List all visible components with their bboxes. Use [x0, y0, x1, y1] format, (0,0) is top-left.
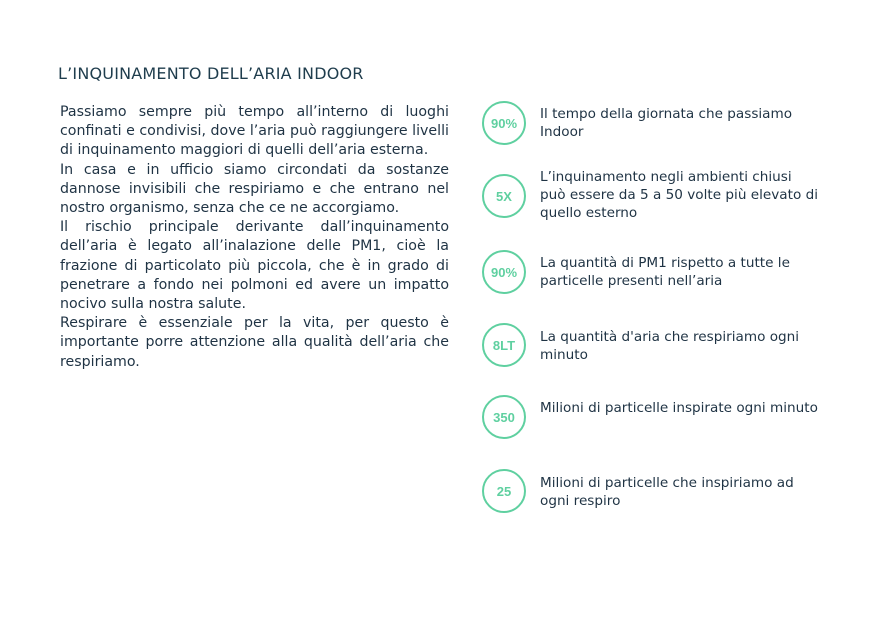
- stat-badge: [482, 395, 526, 439]
- stat-description: Milioni di particelle che inspiriamo ad ogni respiro: [540, 475, 794, 509]
- stat-value: 5X: [496, 188, 512, 204]
- paragraph-4: Respirare è essenziale per la vita, per questo è importante porre attenzione alla qualità dell’aria che respiriamo.: [60, 315, 449, 370]
- paragraph-3: Il rischio principale derivante dall’inquinamento dell’aria è legato all’inalazione delle PM1, cioè la frazione di particolato più piccola, che è in grado di penetrare a fondo nei polmoni ed avere un impatto nocivo sulla nostra salute.: [60, 219, 449, 313]
- paragraph-1: Passiamo sempre più tempo all’interno di luoghi confinati e condivisi, dove l’aria può raggiungere livelli di inquinamento maggiori di quelli dell’aria esterna.: [60, 104, 449, 159]
- stat-description: La quantità di PM1 rispetto a tutte le particelle presenti nell’aria: [540, 255, 790, 289]
- stat-value: 25: [496, 483, 512, 499]
- stat-badge: [482, 469, 526, 513]
- stat-value: 90%: [490, 264, 518, 280]
- page-title: L’INQUINAMENTO DELL’ARIA INDOOR: [58, 64, 364, 83]
- stat-badge: [482, 323, 526, 367]
- stat-value: 90%: [490, 115, 518, 131]
- stat-description: La quantità d'aria che respiriamo ogni minuto: [540, 329, 800, 363]
- intro-text: [60, 103, 449, 372]
- stat-badge: [482, 101, 526, 145]
- stat-value: 8LT: [492, 337, 516, 353]
- paragraph-2: In casa e in ufficio siamo circondati da sostanze dannose invisibili che respiriamo e che entrano nel nostro organismo, senza che ce ne accorgiamo.: [60, 161, 449, 217]
- stat-description: Il tempo della giornata che passiamo Indoor: [540, 106, 793, 140]
- stat-description: Milioni di particelle inspirate ogni minuto: [540, 400, 818, 416]
- stat-badge: [482, 250, 526, 294]
- stat-description: L’inquinamento negli ambienti chiusi può essere da 5 a 50 volte più elevato di quello esterno: [540, 169, 819, 221]
- stat-badge: [482, 174, 526, 218]
- stat-value: 350: [493, 409, 515, 425]
